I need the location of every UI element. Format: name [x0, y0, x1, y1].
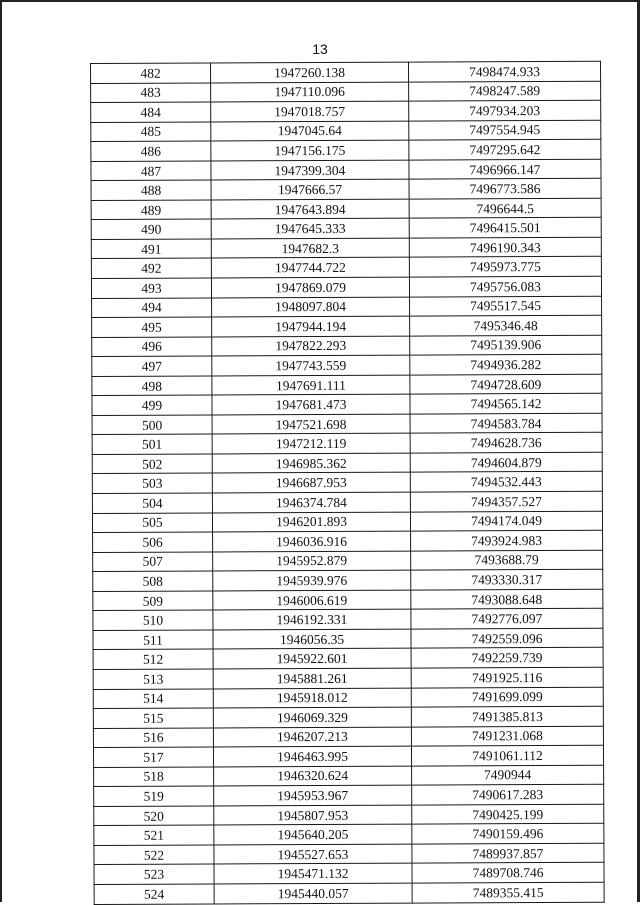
y-coordinate-cell: 7489937.857: [412, 843, 604, 863]
point-number-cell: 502: [92, 454, 212, 474]
point-number-cell: 504: [92, 493, 212, 513]
x-coordinate-cell: 1947743.559: [212, 355, 410, 375]
point-number-cell: 523: [94, 864, 214, 884]
point-number-cell: 509: [93, 591, 213, 611]
x-coordinate-cell: 1947045.64: [211, 121, 409, 141]
x-coordinate-cell: 1946320.624: [214, 766, 412, 786]
table-row: [91, 120, 601, 142]
point-number-cell: 516: [93, 728, 213, 748]
table-row: [93, 667, 603, 689]
scan-edge-top: [0, 0, 640, 2]
table-row: [91, 179, 601, 201]
table-row: [91, 218, 601, 240]
x-coordinate-cell: 1946374.784: [212, 492, 410, 512]
x-coordinate-cell: 1947681.473: [212, 394, 410, 414]
x-coordinate-cell: 1946056.35: [213, 629, 411, 649]
table-row: [92, 433, 602, 455]
table-row: [92, 413, 602, 435]
point-number-cell: 484: [91, 102, 211, 122]
point-number-cell: 494: [92, 298, 212, 318]
point-number-cell: 493: [91, 278, 211, 298]
table-row: [92, 374, 602, 396]
scan-edge-left: [0, 0, 2, 902]
point-number-cell: 517: [93, 747, 213, 767]
table-row: [94, 882, 604, 904]
point-number-cell: 519: [94, 786, 214, 806]
table-row: [91, 139, 601, 161]
x-coordinate-cell: 1945807.953: [214, 805, 412, 825]
y-coordinate-cell: 7495756.083: [409, 276, 601, 296]
table-row: [93, 706, 603, 728]
page-number: 13: [312, 41, 328, 57]
y-coordinate-cell: 7492776.097: [411, 609, 603, 629]
y-coordinate-cell: 7491385.813: [411, 706, 603, 726]
point-number-cell: 487: [91, 161, 211, 181]
table-row: [93, 589, 603, 611]
point-number-cell: 489: [91, 200, 211, 220]
table-row: [91, 159, 601, 181]
x-coordinate-cell: 1947212.119: [212, 433, 410, 453]
x-coordinate-cell: 1947521.698: [212, 414, 410, 434]
point-number-cell: 522: [94, 845, 214, 865]
y-coordinate-cell: 7491699.099: [411, 687, 603, 707]
y-coordinate-cell: 7491925.116: [411, 667, 603, 687]
coordinates-table-body: [91, 61, 605, 904]
y-coordinate-cell: 7497554.945: [409, 120, 601, 140]
point-number-cell: 524: [94, 884, 214, 904]
point-number-cell: 514: [93, 688, 213, 708]
x-coordinate-cell: 1947944.194: [212, 316, 410, 336]
table-row: [91, 81, 601, 103]
x-coordinate-cell: 1945881.261: [213, 668, 411, 688]
x-coordinate-cell: 1947682.3: [211, 238, 409, 258]
table-row: [94, 863, 604, 885]
y-coordinate-cell: 7494728.609: [410, 374, 602, 394]
point-number-cell: 497: [92, 356, 212, 376]
point-number-cell: 521: [94, 825, 214, 845]
point-number-cell: 505: [92, 513, 212, 533]
x-coordinate-cell: 1946985.362: [212, 453, 410, 473]
y-coordinate-cell: 7490944: [412, 765, 604, 785]
y-coordinate-cell: 7494174.049: [410, 511, 602, 531]
point-number-cell: 483: [91, 83, 211, 103]
x-coordinate-cell: 1948097.804: [212, 297, 410, 317]
y-coordinate-cell: 7492259.739: [411, 648, 603, 668]
y-coordinate-cell: 7492559.096: [411, 628, 603, 648]
table-row: [93, 569, 603, 591]
table-row: [92, 472, 602, 494]
y-coordinate-cell: 7493088.648: [411, 589, 603, 609]
y-coordinate-cell: 7496415.501: [409, 218, 601, 238]
x-coordinate-cell: 1947156.175: [211, 140, 409, 160]
point-number-cell: 495: [92, 317, 212, 337]
table-row: [92, 491, 602, 513]
y-coordinate-cell: 7491231.068: [411, 726, 603, 746]
x-coordinate-cell: 1945953.967: [214, 785, 412, 805]
y-coordinate-cell: 7494583.784: [410, 413, 602, 433]
y-coordinate-cell: 7497934.203: [409, 100, 601, 120]
table-row: [93, 648, 603, 670]
table-row: [93, 550, 603, 572]
point-number-cell: 491: [91, 239, 211, 259]
table-row: [93, 726, 603, 748]
x-coordinate-cell: 1945527.653: [214, 844, 412, 864]
point-number-cell: 513: [93, 669, 213, 689]
x-coordinate-cell: 1945939.976: [213, 570, 411, 590]
point-number-cell: 492: [91, 258, 211, 278]
point-number-cell: 490: [91, 219, 211, 239]
x-coordinate-cell: 1947645.333: [211, 218, 409, 238]
table-row: [93, 745, 603, 767]
x-coordinate-cell: 1947666.57: [211, 179, 409, 199]
table-row: [92, 452, 602, 474]
table-row: [92, 296, 602, 318]
point-number-cell: 503: [92, 473, 212, 493]
x-coordinate-cell: 1945918.012: [213, 688, 411, 708]
coordinates-table: [90, 61, 605, 905]
y-coordinate-cell: 7489708.746: [412, 863, 604, 883]
x-coordinate-cell: 1946036.916: [213, 531, 411, 551]
point-number-cell: 520: [94, 806, 214, 826]
y-coordinate-cell: 7496966.147: [409, 159, 601, 179]
table-row: [92, 511, 602, 533]
point-number-cell: 488: [91, 180, 211, 200]
point-number-cell: 507: [93, 552, 213, 572]
x-coordinate-cell: 1945640.205: [214, 824, 412, 844]
point-number-cell: 501: [92, 434, 212, 454]
y-coordinate-cell: 7489355.415: [412, 882, 604, 902]
point-number-cell: 500: [92, 415, 212, 435]
y-coordinate-cell: 7496190.343: [409, 237, 601, 257]
y-coordinate-cell: 7490425.199: [412, 804, 604, 824]
y-coordinate-cell: 7490617.283: [412, 785, 604, 805]
y-coordinate-cell: 7494628.736: [410, 433, 602, 453]
table-row: [92, 394, 602, 416]
x-coordinate-cell: 1947018.757: [211, 101, 409, 121]
y-coordinate-cell: 7494357.527: [410, 491, 602, 511]
x-coordinate-cell: 1946006.619: [213, 590, 411, 610]
x-coordinate-cell: 1946201.893: [212, 512, 410, 532]
table-row: [91, 257, 601, 279]
y-coordinate-cell: 7497295.642: [409, 139, 601, 159]
y-coordinate-cell: 7498474.933: [408, 61, 600, 81]
table-row: [94, 824, 604, 846]
point-number-cell: 486: [91, 141, 211, 161]
x-coordinate-cell: 1945440.057: [214, 883, 412, 903]
table-row: [91, 61, 601, 83]
x-coordinate-cell: 1947744.722: [211, 258, 409, 278]
y-coordinate-cell: 7496773.586: [409, 179, 601, 199]
table-row: [92, 315, 602, 337]
x-coordinate-cell: 1946069.329: [213, 707, 411, 727]
y-coordinate-cell: 7494532.443: [410, 472, 602, 492]
point-number-cell: 482: [91, 63, 211, 83]
table-row: [93, 628, 603, 650]
y-coordinate-cell: 7495346.48: [410, 315, 602, 335]
point-number-cell: 508: [93, 571, 213, 591]
table-row: [93, 530, 603, 552]
point-number-cell: 515: [93, 708, 213, 728]
point-number-cell: 512: [93, 649, 213, 669]
point-number-cell: 511: [93, 630, 213, 650]
y-coordinate-cell: 7495973.775: [409, 257, 601, 277]
point-number-cell: 518: [94, 767, 214, 787]
table-row: [94, 765, 604, 787]
x-coordinate-cell: 1947869.079: [211, 277, 409, 297]
table-row: [93, 687, 603, 709]
y-coordinate-cell: 7495139.906: [410, 335, 602, 355]
x-coordinate-cell: 1946192.331: [213, 609, 411, 629]
point-number-cell: 506: [93, 532, 213, 552]
y-coordinate-cell: 7498247.589: [409, 81, 601, 101]
x-coordinate-cell: 1947822.293: [212, 336, 410, 356]
y-coordinate-cell: 7494936.282: [410, 354, 602, 374]
table-row: [94, 804, 604, 826]
y-coordinate-cell: 7494565.142: [410, 394, 602, 414]
table-row: [91, 198, 601, 220]
x-coordinate-cell: 1945471.132: [214, 864, 412, 884]
table-row: [94, 785, 604, 807]
y-coordinate-cell: 7494604.879: [410, 452, 602, 472]
point-number-cell: 485: [91, 122, 211, 142]
y-coordinate-cell: 7490159.496: [412, 824, 604, 844]
point-number-cell: 498: [92, 376, 212, 396]
table-row: [92, 335, 602, 357]
x-coordinate-cell: 1946687.953: [212, 473, 410, 493]
x-coordinate-cell: 1946463.995: [213, 746, 411, 766]
x-coordinate-cell: 1947643.894: [211, 199, 409, 219]
y-coordinate-cell: 7493924.983: [411, 530, 603, 550]
x-coordinate-cell: 1947260.138: [211, 62, 409, 82]
table-row: [94, 843, 604, 865]
y-coordinate-cell: 7493688.79: [411, 550, 603, 570]
point-number-cell: 499: [92, 395, 212, 415]
x-coordinate-cell: 1945922.601: [213, 649, 411, 669]
point-number-cell: 510: [93, 610, 213, 630]
y-coordinate-cell: 7495517.545: [410, 296, 602, 316]
table-row: [91, 276, 601, 298]
table-row: [92, 354, 602, 376]
y-coordinate-cell: 7493330.317: [411, 569, 603, 589]
x-coordinate-cell: 1946207.213: [213, 727, 411, 747]
x-coordinate-cell: 1947110.096: [211, 82, 409, 102]
x-coordinate-cell: 1947691.111: [212, 375, 410, 395]
x-coordinate-cell: 1947399.304: [211, 160, 409, 180]
point-number-cell: 496: [92, 337, 212, 357]
y-coordinate-cell: 7491061.112: [411, 745, 603, 765]
x-coordinate-cell: 1945952.879: [213, 551, 411, 571]
y-coordinate-cell: 7496644.5: [409, 198, 601, 218]
table-row: [91, 237, 601, 259]
table-row: [93, 609, 603, 631]
table-row: [91, 100, 601, 122]
